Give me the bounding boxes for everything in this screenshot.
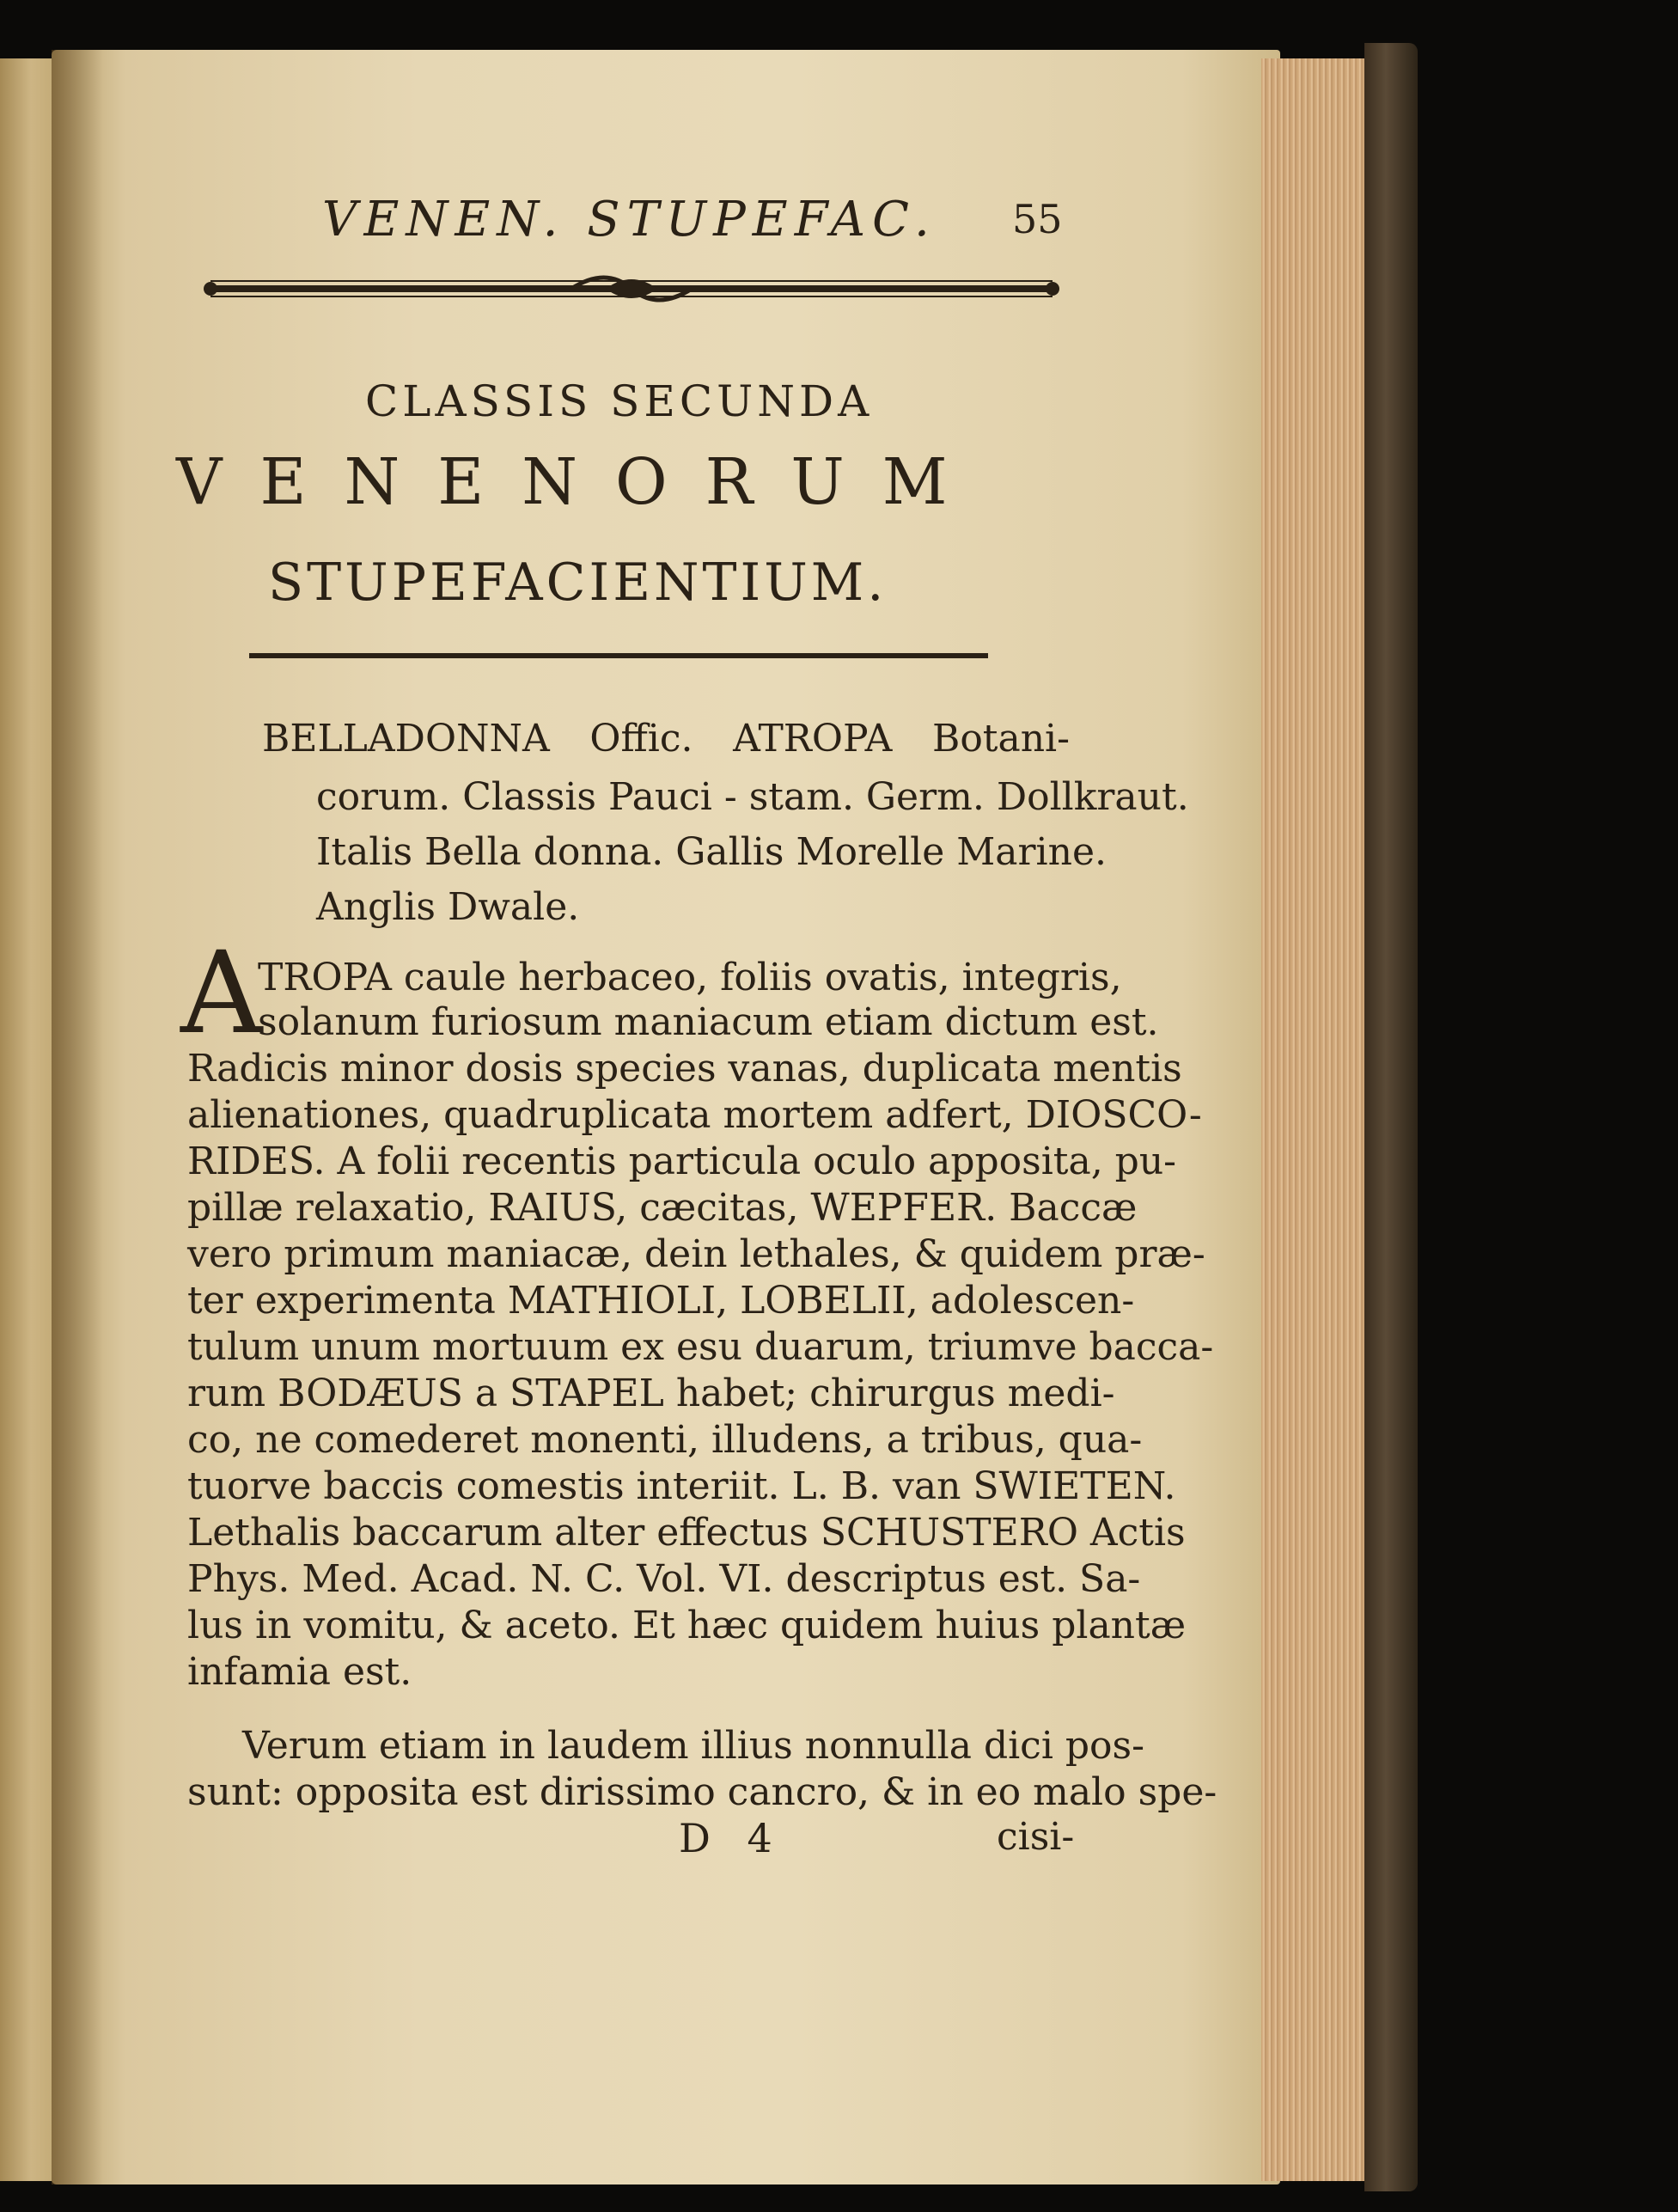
paragraph-line: vero primum maniacæ, dein lethales, & quidem præ-	[187, 1232, 1205, 1276]
signature-mark: D 4	[679, 1815, 784, 1861]
page-number: 55	[1012, 196, 1063, 242]
paragraph-line: sunt: opposita est dirissimo cancro, & in eo malo spe-	[187, 1770, 1217, 1814]
page-gutter	[52, 50, 103, 2185]
book-cover	[1364, 43, 1418, 2191]
entry-line: Italis Bella donna. Gallis Morelle Marine.	[316, 830, 1107, 874]
paragraph-line: Radicis minor dosis species vanas, duplicata mentis	[187, 1047, 1182, 1091]
entry-line: Anglis Dwale.	[316, 885, 580, 929]
catchword: cisi-	[997, 1815, 1075, 1859]
paragraph-line: Phys. Med. Acad. N. C. Vol. VI. descriptus est. Sa-	[187, 1557, 1141, 1601]
paragraph-line: Lethalis baccarum alter effectus SCHUSTERO Actis	[187, 1511, 1186, 1555]
section-rule	[249, 653, 988, 658]
entry-line: corum. Classis Pauci - stam. Germ. Dollkraut.	[316, 775, 1189, 819]
paragraph-line: RIDES. A folii recentis particula oculo apposita, pu-	[187, 1140, 1177, 1183]
paragraph-line: TROPA caule herbaceo, foliis ovatis, integris,	[258, 956, 1122, 999]
entry-line: BELLADONNA Offic. ATROPA Botani-	[262, 717, 1070, 761]
paragraph-line: Verum etiam in laudem illius nonnulla dici pos-	[242, 1724, 1144, 1768]
ornamental-rule	[202, 265, 1061, 313]
page-block-edge	[1261, 58, 1373, 2181]
paragraph-line: solanum furiosum maniacum etiam dictum est.	[258, 1000, 1159, 1044]
paragraph-line: ter experimenta MATHIOLI, LOBELII, adolescen-	[187, 1279, 1135, 1323]
paragraph-line: tulum unum mortuum ex esu duarum, triumve bacca-	[187, 1325, 1214, 1369]
paragraph-line: co, ne comederet monenti, illudens, a tribus, qua-	[187, 1418, 1143, 1462]
paragraph-line: lus in vomitu, & aceto. Et hæc quidem huius plantæ	[187, 1604, 1187, 1647]
running-head-title: VENEN. STUPEFAC.	[322, 192, 937, 247]
paragraph-line: tuorve baccis comestis interiit. L. B. van SWIETEN.	[187, 1464, 1176, 1508]
heading-stupefacientium: STUPEFACIENTIUM.	[268, 553, 888, 613]
paragraph-line: pillæ relaxatio, RAIUS, cæcitas, WEPFER. Baccæ	[187, 1186, 1138, 1230]
heading-venenorum: VENENORUM	[176, 445, 985, 519]
paragraph-line: infamia est.	[187, 1650, 412, 1694]
paragraph-line: rum BODÆUS a STAPEL habet; chirurgus medi-	[187, 1372, 1115, 1415]
drop-cap: A	[180, 927, 263, 1060]
paragraph-line: alienationes, quadruplicata mortem adfert, DIOSCO-	[187, 1093, 1202, 1137]
heading-classis: CLASSIS SECUNDA	[365, 376, 874, 426]
